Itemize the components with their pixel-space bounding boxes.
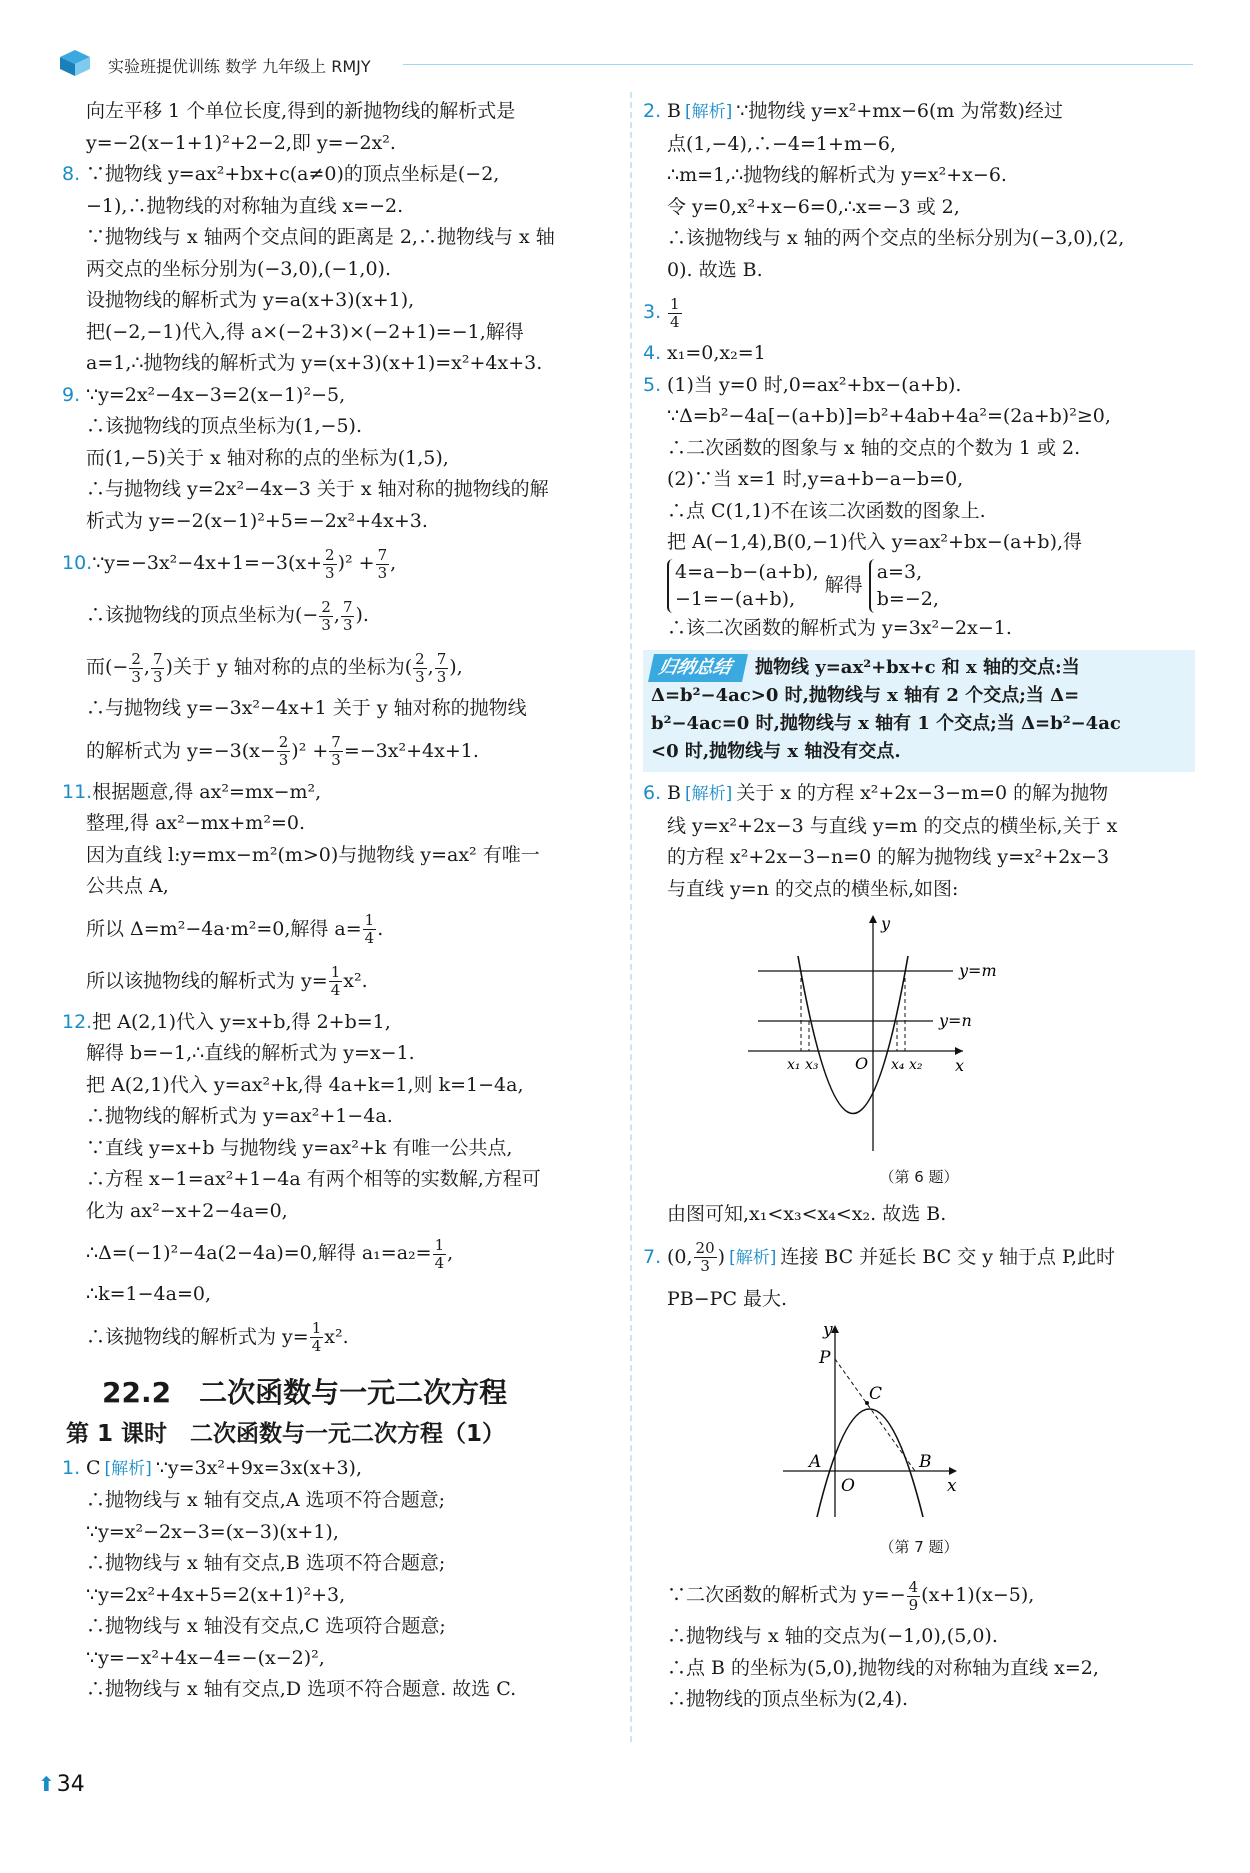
text-line: 化为 ax²−x+2−4a=0, [86, 1199, 288, 1222]
question-number: 7. [643, 1245, 662, 1268]
fig7-point-b-label: B [919, 1452, 932, 1472]
text-line: x₁=0,x₂=1 [667, 342, 766, 364]
fig6-x1-label: x₁ [787, 1057, 801, 1073]
equation: b=−2, [876, 587, 939, 610]
analysis-tag: [解析] [729, 1247, 777, 1268]
lesson-subtitle: 第 1 课时 二次函数与一元二次方程（1） [66, 1420, 506, 1447]
section-title: 22.2 二次函数与一元二次方程 [102, 1375, 508, 1409]
text-line: 线 y=x²+2x−3 与直线 y=m 的交点的横坐标,关于 x [667, 814, 1118, 837]
fraction: $\frac{4}{9}$ [908, 1577, 919, 1614]
text-line: 把 A(2,1)代入 y=ax²+k,得 4a+k=1,则 k=1−4a, [86, 1073, 524, 1096]
text-line: ∴方程 x−1=ax²+1−4a 有两个相等的实数解,方程可 [86, 1168, 541, 1190]
fraction: $\frac{1}{4}$ [330, 963, 341, 999]
fig6-line-n-label: y=n [939, 1011, 972, 1030]
question-7 [643, 1231, 1195, 1716]
fraction: $\frac{2}{3}$ [415, 649, 425, 686]
column-divider [630, 92, 632, 1742]
text-line: b²−4ac=0 时,抛物线与 x 轴有 1 个交点;当 Δ=b²−4ac [651, 713, 1121, 734]
fig6-origin-label: O [855, 1054, 869, 1073]
answer: B [667, 782, 681, 804]
fraction: $\frac{1}{4}$ [670, 294, 680, 331]
fraction: $\frac{2}{3}$ [325, 545, 335, 582]
system-left [667, 559, 819, 613]
text-line: ∴抛物线的顶点坐标为(2,4). [667, 1688, 909, 1710]
equation: 4=a−b−(a+b), [675, 560, 819, 583]
question-number: 10. [62, 552, 93, 574]
text-line: ∴该抛物线与 x 轴的两个交点的坐标分别为(−3,0),(2, [667, 227, 1125, 249]
text-line: 抛物线 y=ax²+bx+c 和 x 轴的交点:当 [755, 657, 1080, 678]
text-segment: , [333, 604, 340, 626]
equation: a=3, [876, 560, 923, 583]
question-11 [62, 777, 617, 1007]
text-line: PB−PC 最大. [667, 1287, 788, 1310]
fig7-y-label: y [823, 1321, 833, 1340]
question-8 [62, 159, 617, 380]
text-line: ∴二次函数的图象与 x 轴的交点的个数为 1 或 2. [667, 436, 1081, 459]
text-segment: =−3x²+4x+1. [343, 739, 479, 762]
fraction: $\frac{1}{4}$ [364, 911, 375, 947]
text-line: ∴m=1,∴抛物线的解析式为 y=x²+x−6. [667, 164, 1007, 186]
question-number: 8. [62, 163, 81, 185]
header-rule [403, 64, 1193, 65]
question-number: 4. [643, 342, 662, 364]
text-segment: x². [343, 969, 368, 992]
text-line: 关于 x 的方程 x²+2x−3−m=0 的解为抛物 [736, 782, 1109, 804]
parabola-figure-7 [643, 1321, 1195, 1521]
text-line: ∵直线 y=x+b 与抛物线 y=ax²+k 有唯一公共点, [86, 1136, 513, 1159]
text-segment: 所以 Δ=m²−4a·m²=0,解得 a= [86, 917, 362, 940]
text-line: 公共点 A, [86, 875, 169, 897]
question-number: 2. [643, 100, 662, 122]
text-line: ∵抛物线 y=x²+mx−6(m 为常数)经过 [736, 100, 1063, 122]
fig7-point-c-label: C [869, 1384, 883, 1404]
fig6-x4-label: x₄ [891, 1057, 905, 1073]
page-header [58, 52, 1190, 76]
text-segment: ∵二次函数的解析式为 y=− [667, 1584, 906, 1606]
summary-box [643, 650, 1195, 772]
text-line: 把 A(−1,4),B(0,−1)代入 y=ax²+bx−(a+b),得 [667, 531, 1083, 553]
text-segment: ), [449, 656, 463, 678]
text-segment: ). [355, 604, 369, 626]
fig7-origin-label: O [841, 1476, 855, 1496]
text-line: 而(1,−5)关于 x 轴对称的点的坐标为(1,5), [86, 446, 449, 469]
text-line: 根据题意,得 ax²=mx−m², [92, 780, 322, 803]
fraction: $\frac{7}{3}$ [331, 733, 341, 769]
text-line: 解得 b=−1,∴直线的解析式为 y=x−1. [86, 1042, 415, 1064]
figure-caption: （第 6 题） [879, 1167, 959, 1186]
text-line: ∴k=1−4a=0, [86, 1283, 211, 1305]
up-arrow-icon: ⬆ [38, 1772, 55, 1796]
text-line: Δ=b²−4ac>0 时,抛物线与 x 轴有 2 个交点;当 Δ= [651, 685, 1080, 706]
text-segment: , [390, 552, 397, 574]
text-line: ∴点 B 的坐标为(5,0),抛物线的对称轴为直线 x=2, [667, 1656, 1099, 1679]
text-line: 的方程 x²+2x−3−n=0 的解为抛物线 y=x²+2x−3 [667, 846, 1110, 868]
text-segment: (0, [667, 1245, 693, 1268]
question-number: 9. [62, 383, 81, 406]
fraction: $\frac{1}{4}$ [434, 1235, 445, 1272]
fraction: $\frac{7}{3}$ [436, 649, 447, 686]
figure-7 [643, 1321, 1195, 1563]
right-column [643, 96, 1195, 1716]
text-segment: )² + [291, 739, 329, 762]
fig6-x-label: x [955, 1056, 965, 1075]
text-segment: 解得 [824, 573, 863, 596]
fig6-y-label: y [881, 914, 891, 933]
summary-badge: 归纳总结 [648, 654, 748, 682]
fraction: $\frac{2}{3}$ [131, 649, 141, 686]
parabola-figure-6 [643, 911, 1195, 1151]
text-line: 与直线 y=n 的交点的横坐标,如图: [667, 877, 959, 900]
analysis-tag: [解析] [684, 784, 733, 804]
text-line: 设抛物线的解析式为 y=a(x+3)(x+1), [86, 289, 415, 311]
text-line: y=−2(x−1+1)²+2−2,即 y=−2x². [86, 131, 396, 154]
question-10 [62, 537, 617, 777]
text-segment: )关于 y 轴对称的点的坐标为( [165, 656, 413, 678]
answer: B [667, 100, 681, 122]
text-line: ∴点 C(1,1)不在该二次函数的图象上. [667, 499, 986, 522]
fraction: $\frac{7}{3}$ [377, 545, 388, 582]
text-line: ∵Δ=b²−4a[−(a+b)]=b²+4ab+4a²=(2a+b)²≥0, [667, 405, 1111, 427]
figure-6 [643, 911, 1195, 1193]
text-line: ∴与抛物线 y=−3x²−4x+1 关于 y 轴对称的抛物线 [86, 697, 527, 719]
text-line: 令 y=0,x²+x−6=0,∴x=−3 或 2, [667, 195, 960, 218]
question-number: 1. [62, 1456, 81, 1479]
text-segment: , [447, 1242, 454, 1264]
text-line: 连接 BC 并延长 BC 交 y 轴于点 P,此时 [780, 1245, 1116, 1268]
text-line: ∵抛物线 y=ax²+bx+c(a≠0)的顶点坐标是(−2, [86, 163, 500, 185]
text-line: ∵y=−x²+4x−4=−(x−2)², [86, 1646, 325, 1669]
answer: C [86, 1456, 101, 1479]
text-segment: ∴Δ=(−1)²−4a(2−4a)=0,解得 a₁=a₂= [86, 1242, 432, 1264]
question-3 [643, 286, 1195, 338]
text-line: 0). 故选 B. [667, 258, 763, 281]
text-line: ∴抛物线与 x 轴有交点,B 选项不符合题意; [86, 1552, 446, 1574]
text-line: 向左平移 1 个单位长度,得到的新抛物线的解析式是 [86, 100, 516, 122]
equation-system [643, 559, 1195, 613]
page-number [38, 1772, 85, 1797]
text-line: −1),∴抛物线的对称轴为直线 x=−2. [86, 194, 404, 217]
fig6-x3-label: x₃ [805, 1057, 819, 1073]
text-segment: . [377, 917, 384, 940]
text-line: 整理,得 ax²−mx+m²=0. [86, 812, 305, 834]
text-line: 因为直线 l:y=mx−m²(m>0)与抛物线 y=ax² 有唯一 [86, 843, 540, 866]
fraction: $\frac{20}{3}$ [695, 1239, 715, 1275]
fig7-x-label: x [947, 1476, 957, 1496]
text-line: ∴抛物线与 x 轴有交点,D 选项不符合题意. 故选 C. [86, 1678, 517, 1700]
text-line: ∵y=2x²+4x+5=2(x+1)²+3, [86, 1583, 346, 1606]
text-segment: 而(− [86, 656, 129, 678]
header-title: 实验班提优训练 数学 九年级上 RMJY [108, 57, 371, 76]
figure-caption: （第 7 题） [879, 1537, 959, 1556]
text-segment: x². [324, 1325, 349, 1348]
text-line: a=1,∴抛物线的解析式为 y=(x+3)(x+1)=x²+4x+3. [86, 352, 543, 374]
fraction: $\frac{7}{3}$ [342, 597, 353, 634]
text-line: 把 A(2,1)代入 y=x+b,得 2+b=1, [92, 1010, 391, 1033]
text-segment: ∴该抛物线的解析式为 y= [86, 1325, 309, 1348]
text-line: ∵抛物线与 x 轴两个交点间的距离是 2,∴抛物线与 x 轴 [86, 226, 555, 248]
question-6 [643, 778, 1195, 1231]
text-line: (2)∵当 x=1 时,y=a+b−a−b=0, [667, 468, 964, 490]
text-segment: (x+1)(x−5), [921, 1584, 1035, 1606]
text-line: ∴抛物线与 x 轴有交点,A 选项不符合题意; [86, 1489, 445, 1511]
text-segment: ∴该抛物线的顶点坐标为(− [86, 604, 319, 626]
question-12 [62, 1007, 617, 1363]
fraction: $\frac{1}{4}$ [311, 1319, 322, 1355]
text-line: ∵y=2x²−4x−3=2(x−1)²−5, [86, 383, 346, 406]
text-segment: , [143, 656, 150, 678]
text-line: ∴抛物线与 x 轴的交点为(−1,0),(5,0). [667, 1625, 998, 1647]
fig6-line-m-label: y=m [959, 961, 997, 980]
text-line: ∴该二次函数的解析式为 y=3x²−2x−1. [667, 616, 1012, 639]
question-9 [62, 380, 617, 538]
fraction: $\frac{2}{3}$ [278, 733, 289, 769]
text-segment: 的解析式为 y=−3(x− [86, 739, 276, 762]
text-line: ∴该抛物线的顶点坐标为(1,−5). [86, 415, 363, 437]
question-number: 12. [62, 1010, 93, 1033]
page-number-text: 34 [56, 1772, 85, 1797]
text-line: 析式为 y=−2(x−1)²+5=−2x²+4x+3. [86, 509, 428, 532]
text-line: ∵y=x²−2x−3=(x−3)(x+1), [86, 1520, 339, 1543]
question-number: 5. [643, 373, 662, 396]
text-segment: ) [717, 1245, 726, 1268]
fig7-point-p-label: P [819, 1348, 831, 1368]
book-logo-icon [58, 48, 92, 78]
fraction: $\frac{2}{3}$ [321, 597, 331, 634]
analysis-tag: [解析] [104, 1458, 152, 1479]
fraction: $\frac{7}{3}$ [152, 649, 163, 686]
question-1 [62, 1453, 617, 1706]
analysis-tag: [解析] [684, 102, 733, 122]
question-2 [643, 96, 1195, 286]
text-line: 两交点的坐标分别为(−3,0),(−1,0). [86, 257, 392, 280]
text-line: ∴抛物线与 x 轴没有交点,C 选项符合题意; [86, 1615, 446, 1637]
question-5 [643, 370, 1195, 645]
text-line: 由图可知,x₁<x₃<x₄<x₂. 故选 B. [667, 1203, 947, 1225]
question-4 [643, 338, 1195, 370]
text-line: 点(1,−4),∴−4=1+m−6, [667, 132, 897, 155]
text-segment: )² + [337, 552, 375, 574]
system-right [869, 559, 939, 613]
text-line: (1)当 y=0 时,0=ax²+bx−(a+b). [667, 373, 962, 396]
fig6-x2-label: x₂ [909, 1057, 923, 1073]
question-number: 3. [643, 301, 662, 323]
left-column [62, 96, 617, 1706]
equation: −1=−(a+b), [675, 587, 796, 610]
text-line: ∴抛物线的解析式为 y=ax²+1−4a. [86, 1105, 393, 1127]
text-line: 把(−2,−1)代入,得 a×(−2+3)×(−2+1)=−1,解得 [86, 320, 524, 343]
text-segment: ∵y=−3x²−4x+1=−3(x+ [92, 552, 323, 574]
text-line: <0 时,抛物线与 x 轴没有交点. [651, 741, 901, 762]
question-number: 11. [62, 780, 93, 803]
text-segment: 所以该抛物线的解析式为 y= [86, 969, 328, 992]
text-line: ∴与抛物线 y=2x²−4x−3 关于 x 轴对称的抛物线的解 [86, 478, 549, 500]
fig7-point-a-label: A [809, 1452, 822, 1472]
text-segment: , [427, 656, 434, 678]
question-number: 6. [643, 782, 662, 804]
text-line: ∵y=3x²+9x=3x(x+3), [155, 1456, 363, 1479]
